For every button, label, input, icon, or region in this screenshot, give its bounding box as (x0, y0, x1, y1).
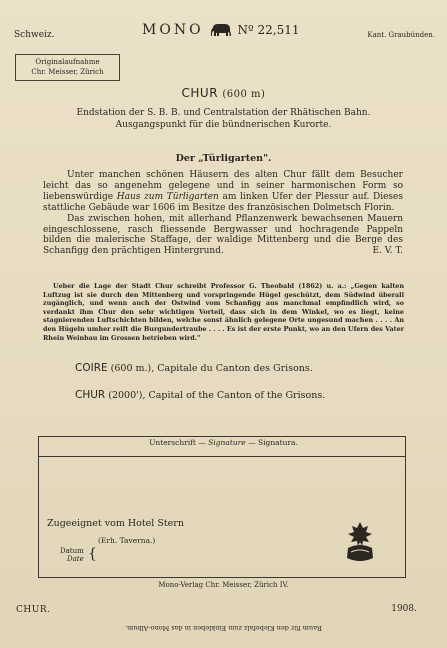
page-title (0, 86, 447, 100)
credit-line-1: Originalaufnahme (35, 58, 100, 66)
author-initials: E. V. T. (372, 246, 403, 257)
subtitle-line-1: Endstation der S. B. B. und Centralstation der Rhätischen Bahn. (76, 108, 371, 118)
photo-credit-box (15, 54, 120, 81)
english-caption: CHUR (2000'), Capital of the Canton of the Grisons. (75, 389, 326, 401)
brand-name: MONO (142, 22, 204, 38)
body-paragraph-2: Das zwischen hohen, mit allerhand Pflanzenwerk bewachsenen Mauern eingeschlossene, rasch fliessende Bergwasser und hochragende Pappeln bilden die malerische Staffage, der waldige Mittenberg und die Berge des Schanfigg den prächtigen Hintergrund. E. V. T. (43, 213, 403, 257)
credit-line-2: Chr. Meisser, Zürich (31, 68, 104, 76)
brace-icon: { (88, 546, 97, 562)
date-label: Datum Date (60, 547, 84, 563)
theobald-quote: Ueber die Lage der Stadt Chur schreibt Professor G. Theobald (1862) u. a.: „Gegen kalten Luftzug ist sie durch den Mittenberg und vorspringende Hügel geschützt, dem Südwind überall zugänglich, und wenn auch der Ostwind vom Schanfigg aus manchmal empfindlich wird, so verdankt ihm Chur den sehr wichtigen Vorteil, dass sich in dem Winkel, wo es liegt, keine stagnierenden Luftschichten bilden, welche sonst ähnlich gelegene Orte ungesund machen . . . . An den Hügeln umher reift die Burgundertraube . . . . Es ist der erste Punkt, wo an den Ufern des Vater Rhein Weinbau im Grossen betrieben wird." (43, 282, 404, 342)
title-name: CHUR (181, 86, 219, 100)
subtitle (0, 107, 447, 131)
dedication-sub: (Erh. Taverna.) (98, 536, 156, 545)
dedication: Zugeeignet vom Hotel Stern (47, 518, 184, 529)
section-title: Der „Türligarten". (175, 153, 272, 164)
header-country: Schweiz. (14, 30, 55, 40)
french-caption: COIRE (600 m.), Capitale du Canton des Grisons. (75, 362, 313, 374)
body-paragraph-1: Unter manchen schönen Häusern des alten Chur fällt dem Besucher leicht das so angenehm gelegene und in seiner harmonischen Form so liebenswürdige Haus zum Türligarten am linken Ufer der Plessur auf. Dieses stattliche Gebäude war 1606 im Besitze des französischen Dolmetsch Florin. (43, 170, 403, 213)
body-text (43, 170, 403, 257)
header-canton: Kant. Graubünden. (367, 31, 435, 39)
title-altitude: (600 m) (222, 89, 266, 100)
header-brand (142, 22, 300, 38)
elephant-icon (210, 22, 232, 38)
house-name: Haus zum Türligarten (116, 191, 219, 202)
subtitle-line-2: Ausgangspunkt für die bündnerischen Kurorte. (115, 120, 332, 130)
hotel-stamp-icon (340, 518, 380, 566)
card-number: Nº 22,511 (237, 23, 300, 37)
publisher: Mono-Verlag Chr. Meisser, Zürich IV. (158, 581, 289, 589)
footer-place: CHUR. (16, 605, 51, 615)
album-margin-note: Raum für den Klebefalz zum Einkleben in das Mono-Album. (125, 624, 322, 632)
signature-label: Unterschrift — Signature — Signatura. (149, 438, 298, 447)
footer-year: 1908. (391, 604, 417, 614)
